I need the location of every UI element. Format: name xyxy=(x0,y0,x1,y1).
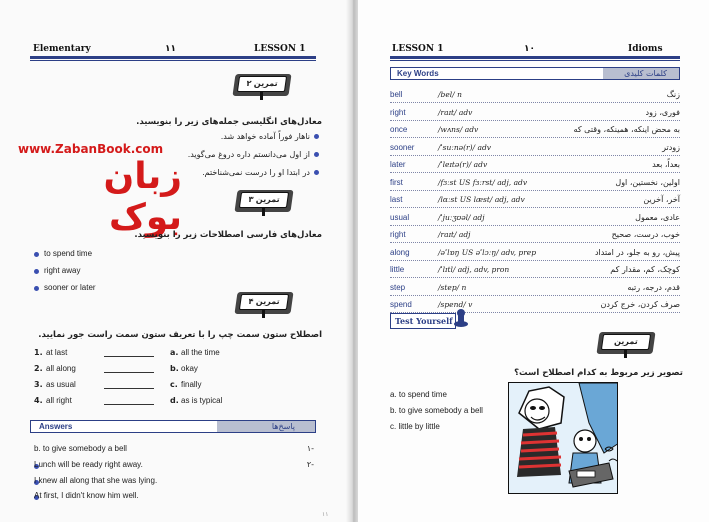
key-word-translation: کوچک، کم، مقدار کم xyxy=(610,265,680,274)
lesson-label-right: LESSON 1 xyxy=(392,44,444,54)
exercise-2-item: در ابتدا او را درست نمی‌شناختم. xyxy=(202,168,310,177)
header-rule xyxy=(30,56,316,59)
cartoon-illustration xyxy=(508,382,618,494)
answer-text: b. to give somebody a bell xyxy=(34,444,127,453)
chess-piece-icon xyxy=(452,308,470,328)
match-left-term: as usual xyxy=(46,380,76,389)
key-word-row xyxy=(390,90,680,104)
key-word-pronunciation: /step/ n xyxy=(438,282,467,292)
dotted-divider xyxy=(390,225,680,226)
dotted-divider xyxy=(390,102,680,103)
bullet-icon xyxy=(314,134,319,139)
answer-row xyxy=(24,491,314,503)
answers-title-en: Answers xyxy=(39,422,73,431)
match-left-number: 2. xyxy=(34,364,43,373)
key-word: usual xyxy=(390,212,410,222)
key-word-row xyxy=(390,125,680,139)
key-words-title-en: Key Words xyxy=(397,69,439,78)
key-word-row xyxy=(390,265,680,279)
key-word-row xyxy=(390,195,680,209)
dotted-divider xyxy=(390,190,680,191)
key-word-translation: پیش، رو به جلو، در امتداد xyxy=(594,247,680,257)
match-left-term: all right xyxy=(46,396,72,405)
key-word: along xyxy=(390,247,410,257)
key-word-translation: زنگ xyxy=(666,90,680,99)
test-option[interactable]: c. little by little xyxy=(390,422,440,431)
match-right-definition: okay xyxy=(181,364,198,373)
dotted-divider xyxy=(390,260,680,261)
answer-number: -۲ xyxy=(306,460,314,469)
footer-mark: ۱۱ xyxy=(322,511,329,518)
exercise-4-instruction: اصطلاح ستون سمت چپ را با تعریف ستون سمت راست جور نمایید. xyxy=(38,330,322,340)
logo-name: زبان بوک xyxy=(103,156,182,238)
key-word-translation: خوب، درست، صحیح xyxy=(611,230,680,239)
answer-row xyxy=(24,460,314,472)
exercise-3-badge: تمرین ۳ xyxy=(236,188,294,216)
lesson-label-left: LESSON 1 xyxy=(254,44,306,54)
bullet-icon xyxy=(314,152,319,157)
header-rule-thin xyxy=(390,60,680,61)
dotted-divider xyxy=(390,155,680,156)
dotted-divider xyxy=(390,207,680,208)
key-word-row xyxy=(390,143,680,157)
key-word: first xyxy=(390,177,403,187)
key-word-pronunciation: /spend/ v xyxy=(438,300,473,309)
test-option[interactable]: a. to spend time xyxy=(390,390,447,399)
key-words-bar xyxy=(390,67,680,80)
key-word: last xyxy=(390,195,403,204)
key-word-translation: صرف کردن، خرج کردن xyxy=(600,300,680,309)
key-word-translation: فوری، زود xyxy=(645,107,680,117)
exercise-2-badge: تمرین ۲ xyxy=(234,72,292,100)
key-word: step xyxy=(390,282,406,292)
exercise-4-badge: تمرین ۴ xyxy=(236,290,294,318)
key-word: spend xyxy=(390,300,412,309)
key-word-row xyxy=(390,283,680,297)
exercise-3-item: to spend time xyxy=(44,249,93,258)
key-word-row xyxy=(390,248,680,262)
key-word: later xyxy=(390,160,406,169)
running-head-right: Idioms xyxy=(628,44,663,54)
key-word-pronunciation: /ˈlɪtl/ adj, adv, pron xyxy=(438,265,510,274)
test-option[interactable]: b. to give somebody a bell xyxy=(390,406,483,415)
left-page xyxy=(0,0,352,522)
match-left-term: at last xyxy=(46,348,68,357)
match-left-number: 3. xyxy=(34,380,43,389)
dotted-divider xyxy=(390,277,680,278)
test-yourself-title: Test Yourself xyxy=(395,316,453,326)
page-number-left: ۱۱ xyxy=(165,44,176,54)
key-word-row xyxy=(390,178,680,192)
key-word-pronunciation: /wʌns/ adv xyxy=(438,125,479,134)
key-word-translation: اولین، نخستین، اول xyxy=(615,177,680,187)
exercise-2-item: ناهار فوراً آماده خواهد شد. xyxy=(220,132,310,141)
exercise-2-item: از اول می‌دانستم داره دروغ می‌گوید. xyxy=(187,150,310,159)
match-right-letter: b. xyxy=(170,364,179,373)
bullet-icon xyxy=(314,170,319,175)
key-word-translation: عادی، معمول xyxy=(635,212,680,222)
match-right-letter: d. xyxy=(170,396,179,405)
test-yourself-badge: تمرین xyxy=(598,330,656,358)
dotted-divider xyxy=(390,242,680,243)
key-word-row xyxy=(390,230,680,244)
logo-url: www.ZabanBook.com xyxy=(18,142,164,156)
match-right-letter: a. xyxy=(170,348,179,357)
match-right-definition: finally xyxy=(181,380,202,389)
answers-bar-fill xyxy=(217,421,315,432)
key-word-row xyxy=(390,213,680,227)
answer-row xyxy=(24,444,314,456)
exercise-3-item: right away xyxy=(44,266,81,275)
dotted-divider xyxy=(390,137,680,138)
answers-title-fa: پاسخ‌ها xyxy=(271,422,295,431)
test-yourself-box xyxy=(390,313,456,329)
key-word: little xyxy=(390,265,405,274)
answer-blank[interactable] xyxy=(104,372,154,373)
dotted-divider xyxy=(390,120,680,121)
page-number-right: ۱۰ xyxy=(524,44,535,54)
key-word-row xyxy=(390,300,680,314)
key-word: once xyxy=(390,125,408,134)
key-word-pronunciation: /əˈlɒŋ US əˈlɔːŋ/ adv, prep xyxy=(438,247,537,257)
running-head-left: Elementary xyxy=(33,44,91,54)
answers-bar xyxy=(30,420,316,433)
key-word-pronunciation: /raɪt/ adv xyxy=(438,107,473,117)
key-word: right xyxy=(390,230,406,239)
answer-text: Lunch will be ready right away. xyxy=(34,460,143,469)
key-word-pronunciation: /ˈleɪtə(r)/ adv xyxy=(438,160,488,169)
answer-blank[interactable] xyxy=(104,388,154,389)
answer-row xyxy=(24,476,314,488)
zabanbook-logo xyxy=(6,142,182,238)
key-word: sooner xyxy=(390,142,415,152)
bullet-icon xyxy=(34,286,39,291)
match-right-definition: all the time xyxy=(181,348,220,357)
key-word-translation: قدم، درجه، رتبه xyxy=(627,282,680,292)
answer-blank[interactable] xyxy=(104,356,154,357)
dotted-divider xyxy=(390,172,680,173)
header-rule-thin xyxy=(30,60,316,61)
key-word-pronunciation: /ˈsuːnə(r)/ adv xyxy=(438,142,491,152)
key-word-pronunciation: /lɑːst US læst/ adj, adv xyxy=(438,195,525,204)
key-word-row xyxy=(390,108,680,122)
key-word-translation: به محض اینکه، همینکه، وقتی که xyxy=(573,125,680,134)
answer-number: -۱ xyxy=(306,444,314,453)
key-word-row xyxy=(390,160,680,174)
match-left-term: all along xyxy=(46,364,76,373)
test-yourself-instruction: تصویر زیر مربوط به کدام اصطلاح است؟ xyxy=(514,368,683,378)
key-word-translation: آخر، آخرین xyxy=(643,195,680,204)
key-word-pronunciation: /bel/ n xyxy=(438,90,462,99)
key-word: right xyxy=(390,107,406,117)
answer-text: I knew all along that she was lying. xyxy=(34,476,158,485)
match-right-letter: c. xyxy=(170,380,178,389)
key-word-translation: بعداً، بعد xyxy=(652,160,680,169)
exercise-3-instruction: معادل‌های فارسی اصطلاحات زیر را بنویسید. xyxy=(134,230,322,240)
match-right-definition: as is typical xyxy=(181,396,223,405)
match-left-number: 1. xyxy=(34,348,43,357)
match-left-number: 4. xyxy=(34,396,43,405)
exercise-2-instruction: معادل‌های انگلیسی جمله‌های زیر را بنویسید. xyxy=(136,117,322,127)
key-word: bell xyxy=(390,90,403,99)
dotted-divider xyxy=(390,295,680,296)
key-word-translation: زودتر xyxy=(662,142,680,152)
key-word-pronunciation: /fɜːst US fɜːrst/ adj, adv xyxy=(438,177,528,187)
key-word-pronunciation: /ˈjuːʒʊəl/ adj xyxy=(438,212,485,222)
header-rule xyxy=(390,56,680,59)
answer-blank[interactable] xyxy=(104,404,154,405)
bullet-icon xyxy=(34,252,39,257)
key-words-title-fa: کلمات کلیدی xyxy=(624,69,667,78)
answer-text: At first, I didn't know him well. xyxy=(34,491,139,500)
bullet-icon xyxy=(34,269,39,274)
exercise-3-item: sooner or later xyxy=(44,283,96,292)
key-word-pronunciation: /raɪt/ adj xyxy=(438,230,471,239)
